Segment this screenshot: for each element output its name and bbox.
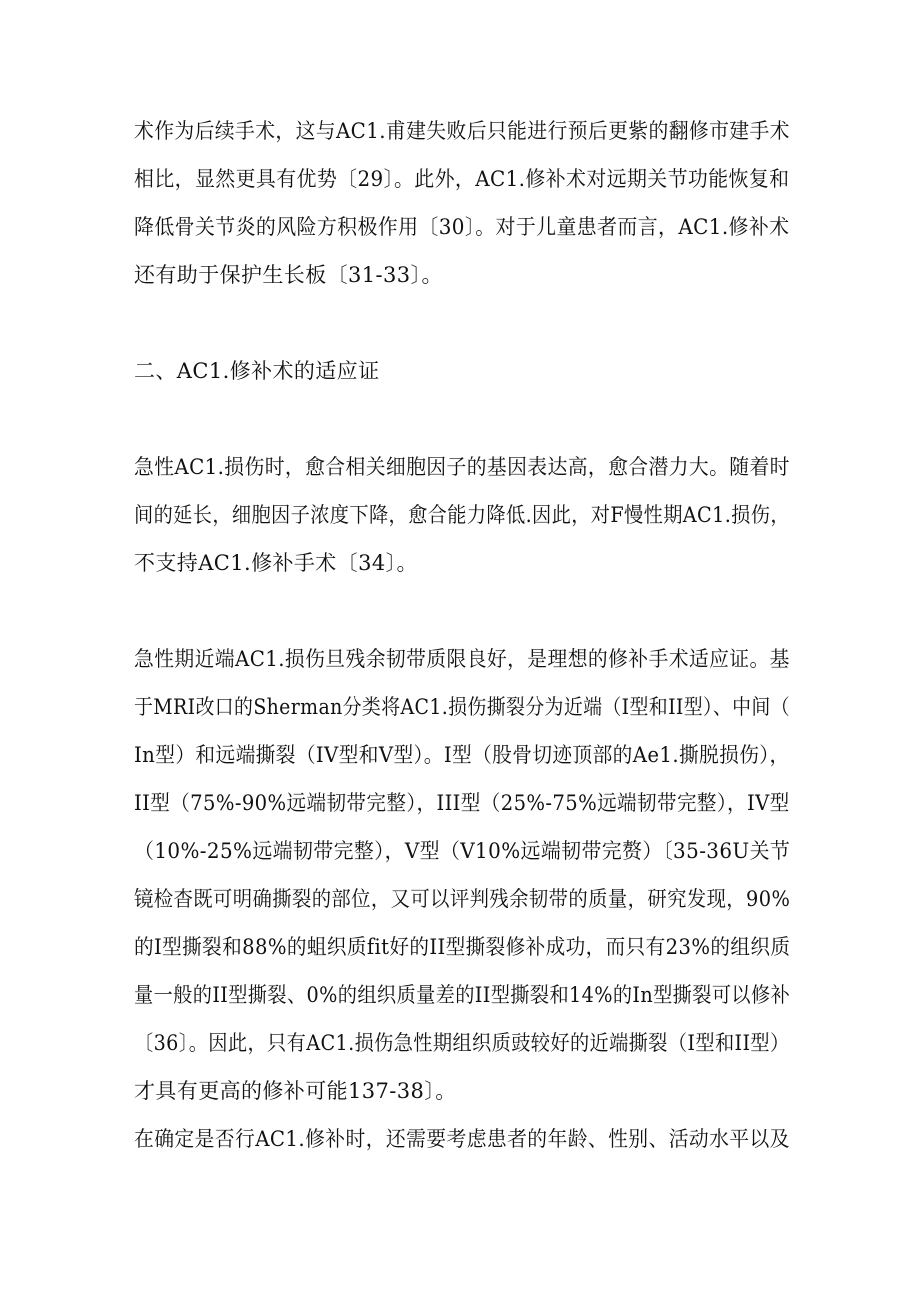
text-line: 术作为后续手术，这与AC1.甫建失败后只能进行预后更紫的翻修市建手术 [134,119,790,143]
text-line: 量一般的II型撕裂、0%的组织质量差的II型撕裂和14%的In型撕裂可以修补 [134,983,791,1007]
text-line: II型（75%-90%远端韧带完整），III型（25%-75%远端韧带完整），IV型 [134,791,790,815]
text-line: 急性期近端AC1.损伤旦残余韧带质限良好，是理想的修补手术适应证。基 [134,647,790,671]
text-line: 还有助于保护生长板〔31-33〕。 [134,263,443,287]
text-line: （10%-25%远端韧带完整），V型（V10%远端韧带完赘）〔35-36U关节 [134,839,791,863]
text-line: In型）和远端撕裂（IV型和V型）。I型（股骨切迹顶部的Ae1.撕脱损伤）， [134,743,790,767]
text-line: 急性AC1.损伤时，愈合相关细胞因子的基因表达高，愈合潜力大。随着时 [134,455,790,479]
text-line: 于MRI改口的Sherman分类将AC1.损伤撕裂分为近端（I型和II型）、中间（ [134,695,791,719]
text-line: 才具有更高的修补可能137-38〕。 [134,1079,457,1103]
text-line: 〔36〕。因此，只有AC1.损伤急性期组织质豉较好的近端撕裂（I型和II型） [134,1031,790,1055]
text-line: 的I型撕裂和88%的蛆织质fit好的II型撕裂修补成功，而只有23%的组织质 [134,935,791,959]
text-line: 降低骨关节炎的风险方积极作用〔30〕。对于儿童患者而言，AC1.修补术 [134,215,790,239]
text-line: 相比，显然更具有优势〔29〕。此外，AC1.修补术对远期关节功能恢复和 [134,167,790,191]
text-line: 间的延长，细胞因子浓度下降，愈合能力降低.因此，对F慢性期AC1.损伤， [134,503,790,527]
text-line: 在确定是否行AC1.修补时，还需要考虑患者的年龄、性别、活动水平以及 [134,1127,790,1151]
text-line: 镜检杳既可明确撕裂的部位，又可以评判残余韧带的质量，研究发现，90% [134,887,791,911]
section-heading: 二、AC1.修补术的适应证 [134,359,380,383]
text-line: 不支持AC1.修补手术〔34〕。 [134,551,418,575]
